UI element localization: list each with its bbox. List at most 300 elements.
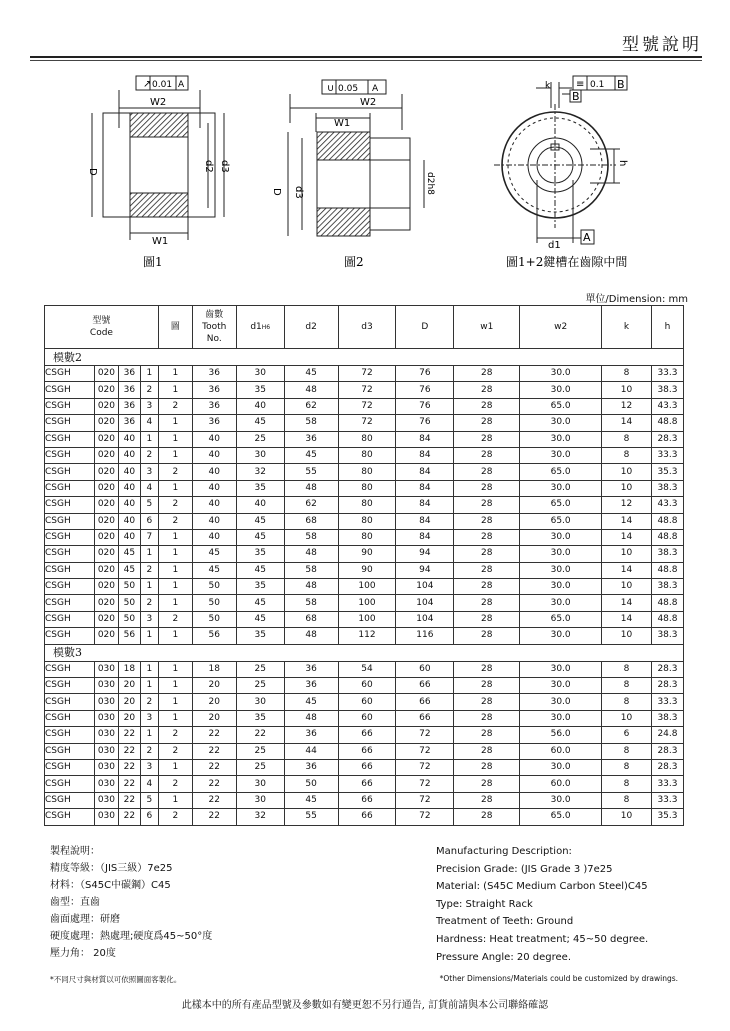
fig3-caption: 圖1+2鍵槽在齒隙中間 <box>506 255 628 269</box>
table-cell: 40 <box>118 431 140 447</box>
mfg-en-line: Treatment of Teeth: Ground <box>436 916 574 928</box>
table-cell: 1 <box>140 661 158 677</box>
table-cell: 20 <box>118 694 140 710</box>
table-cell: 50 <box>118 611 140 627</box>
table-cell: 14 <box>602 611 652 627</box>
table-cell: 2 <box>158 398 192 414</box>
table-cell: 33.3 <box>651 366 683 382</box>
table-cell: 2 <box>140 562 158 578</box>
table-cell: 45 <box>236 415 284 431</box>
mfg-zh-line: 壓力角： 20度 <box>50 948 116 959</box>
table-cell: 48 <box>284 579 338 595</box>
table-cell: 1 <box>158 759 192 775</box>
header-teeth: 齒數 Tooth No. <box>192 306 236 349</box>
fig2-d2h8: d2h8 <box>425 172 435 195</box>
table-cell: 100 <box>338 611 396 627</box>
footnote-zh: *不同尺寸與材質以可依照圖面客製化。 <box>50 975 182 984</box>
table-cell: 68 <box>284 611 338 627</box>
table-cell: 28 <box>454 759 520 775</box>
table-cell: 30.0 <box>520 579 602 595</box>
header-h: h <box>651 306 683 349</box>
table-cell: 30.0 <box>520 678 602 694</box>
table-row <box>45 694 684 710</box>
table-cell: 60.0 <box>520 776 602 792</box>
table-cell: 3 <box>140 611 158 627</box>
table-cell: 56 <box>118 628 140 644</box>
table-cell: 35 <box>236 546 284 562</box>
fig3-tol-value: 0.1 <box>590 80 605 90</box>
table-cell: 28 <box>454 809 520 825</box>
table-cell: 12 <box>602 497 652 513</box>
table-cell: CSGH <box>45 727 95 743</box>
fig2-w2: W2 <box>360 97 377 108</box>
table-cell: 30.0 <box>520 710 602 726</box>
bottom-notice: 此樣本中的所有產品型號及參數如有變更恕不另行通告, 訂貨前請與本公司聯絡確認 <box>181 1000 549 1011</box>
table-cell: 030 <box>94 809 118 825</box>
table-cell: CSGH <box>45 595 95 611</box>
table-cell: 94 <box>396 546 454 562</box>
table-cell: 50 <box>284 776 338 792</box>
table-cell: 020 <box>94 513 118 529</box>
mfg-description-en <box>436 843 648 966</box>
table-cell: 35.3 <box>651 464 683 480</box>
table-cell: 66 <box>338 792 396 808</box>
table-cell: CSGH <box>45 447 95 463</box>
fig3-h: h <box>617 160 628 167</box>
table-cell: 28.3 <box>651 431 683 447</box>
table-cell: 30 <box>236 694 284 710</box>
table-row <box>45 628 684 644</box>
table-cell: 5 <box>140 792 158 808</box>
table-cell: 28 <box>454 562 520 578</box>
table-cell: 6 <box>140 809 158 825</box>
table-row <box>45 513 684 529</box>
table-cell: 30.0 <box>520 529 602 545</box>
table-cell: 84 <box>396 480 454 496</box>
header-d3: d3 <box>338 306 396 349</box>
table-cell: 90 <box>338 562 396 578</box>
table-cell: 90 <box>338 546 396 562</box>
table-row <box>45 792 684 808</box>
table-cell: 8 <box>602 759 652 775</box>
table-cell: 28 <box>454 661 520 677</box>
table-cell: 65.0 <box>520 497 602 513</box>
table-cell: 22 <box>118 759 140 775</box>
table-row <box>45 398 684 414</box>
table-cell: 28 <box>454 595 520 611</box>
table-cell: 2 <box>140 382 158 398</box>
table-cell: 2 <box>158 809 192 825</box>
table-cell: 84 <box>396 513 454 529</box>
table-cell: 66 <box>396 678 454 694</box>
table-cell: CSGH <box>45 611 95 627</box>
table-cell: 28 <box>454 398 520 414</box>
table-cell: 28 <box>454 776 520 792</box>
table-cell: 72 <box>396 776 454 792</box>
table-cell: 36 <box>192 382 236 398</box>
table-row <box>45 809 684 825</box>
table-cell: 22 <box>192 809 236 825</box>
mfg-en-line: Type: Straight Rack <box>436 898 533 910</box>
table-cell: 45 <box>236 611 284 627</box>
table-cell: 72 <box>396 743 454 759</box>
table-cell: 020 <box>94 579 118 595</box>
header-figure: 圖 <box>158 306 192 349</box>
table-cell: CSGH <box>45 366 95 382</box>
table-cell: CSGH <box>45 743 95 759</box>
table-cell: 1 <box>140 366 158 382</box>
table-cell: 1 <box>158 710 192 726</box>
table-cell: 18 <box>118 661 140 677</box>
table-cell: 2 <box>140 694 158 710</box>
table-cell: 14 <box>602 415 652 431</box>
table-cell: CSGH <box>45 480 95 496</box>
table-cell: 030 <box>94 743 118 759</box>
table-cell: 35.3 <box>651 809 683 825</box>
table-cell: 48 <box>284 628 338 644</box>
table-cell: 020 <box>94 562 118 578</box>
header-w1: w1 <box>454 306 520 349</box>
table-cell: 104 <box>396 595 454 611</box>
table-cell: 8 <box>602 661 652 677</box>
table-cell: 20 <box>192 694 236 710</box>
table-cell: 60 <box>338 678 396 694</box>
table-cell: 60 <box>396 661 454 677</box>
table-cell: 020 <box>94 529 118 545</box>
mfg-en-line: Precision Grade: (JIS Grade 3 )7e25 <box>436 863 613 875</box>
table-cell: 22 <box>118 727 140 743</box>
table-cell: 40 <box>192 497 236 513</box>
table-cell: 72 <box>338 382 396 398</box>
table-cell: 2 <box>140 447 158 463</box>
table-cell: 020 <box>94 398 118 414</box>
table-cell: 5 <box>140 497 158 513</box>
table-cell: CSGH <box>45 678 95 694</box>
table-header-row <box>45 306 684 349</box>
table-cell: 1 <box>158 628 192 644</box>
table-cell: 48.8 <box>651 562 683 578</box>
fig2-d3: d3 <box>293 186 304 199</box>
fig3-tol-ref: B <box>617 78 625 91</box>
table-cell: 65.0 <box>520 398 602 414</box>
table-cell: 48.8 <box>651 529 683 545</box>
table-cell: 45 <box>118 546 140 562</box>
table-cell: 80 <box>338 513 396 529</box>
table-cell: 50 <box>192 579 236 595</box>
table-cell: 45 <box>192 562 236 578</box>
table-cell: 35 <box>236 710 284 726</box>
table-cell: 80 <box>338 497 396 513</box>
table-row <box>45 743 684 759</box>
table-cell: 30 <box>236 366 284 382</box>
table-cell: 65.0 <box>520 464 602 480</box>
table-cell: 66 <box>338 759 396 775</box>
table-cell: 116 <box>396 628 454 644</box>
table-cell: 80 <box>338 480 396 496</box>
table-cell: 48 <box>284 710 338 726</box>
table-cell: 8 <box>602 366 652 382</box>
table-cell: 28 <box>454 579 520 595</box>
table-cell: 1 <box>158 661 192 677</box>
table-cell: 66 <box>396 710 454 726</box>
table-cell: 40 <box>118 497 140 513</box>
table-cell: 66 <box>338 743 396 759</box>
table-cell: 50 <box>192 595 236 611</box>
table-cell: 28.3 <box>651 678 683 694</box>
table-cell: 22 <box>192 776 236 792</box>
table-cell: 030 <box>94 776 118 792</box>
table-cell: 45 <box>284 447 338 463</box>
table-cell: 45 <box>284 366 338 382</box>
table-row <box>45 415 684 431</box>
fig2-w1: W1 <box>334 118 351 129</box>
fig1-tol-symbol: ↗ <box>143 79 152 90</box>
table-cell: 94 <box>396 562 454 578</box>
table-cell: CSGH <box>45 661 95 677</box>
table-cell: 2 <box>158 611 192 627</box>
table-row <box>45 611 684 627</box>
table-cell: 28.3 <box>651 743 683 759</box>
table-cell: 28 <box>454 792 520 808</box>
table-cell: 8 <box>602 447 652 463</box>
table-cell: 8 <box>602 743 652 759</box>
table-cell: 62 <box>284 497 338 513</box>
table-cell: 84 <box>396 497 454 513</box>
table-row <box>45 382 684 398</box>
table-cell: 68 <box>284 513 338 529</box>
table-cell: CSGH <box>45 431 95 447</box>
fig3-datum-b: B <box>572 90 580 103</box>
table-cell: 45 <box>284 694 338 710</box>
table-cell: 28 <box>454 628 520 644</box>
table-row <box>45 497 684 513</box>
table-cell: 25 <box>236 431 284 447</box>
table-cell: 58 <box>284 529 338 545</box>
table-cell: 28 <box>454 694 520 710</box>
table-cell: 36 <box>118 382 140 398</box>
header-rule <box>30 56 702 58</box>
table-cell: 2 <box>158 497 192 513</box>
table-cell: 22 <box>192 727 236 743</box>
table-cell: 80 <box>338 464 396 480</box>
table-cell: 22 <box>118 792 140 808</box>
table-cell: 8 <box>602 776 652 792</box>
table-cell: 1 <box>140 628 158 644</box>
table-cell: CSGH <box>45 710 95 726</box>
table-cell: 020 <box>94 366 118 382</box>
table-cell: 4 <box>140 480 158 496</box>
table-cell: 65.0 <box>520 809 602 825</box>
table-row <box>45 776 684 792</box>
table-cell: 28 <box>454 415 520 431</box>
table-cell: CSGH <box>45 694 95 710</box>
fig3-d1: d1 <box>548 240 561 251</box>
table-cell: 1 <box>140 431 158 447</box>
technical-drawings <box>30 68 702 280</box>
table-cell: 10 <box>602 579 652 595</box>
table-cell: 100 <box>338 579 396 595</box>
table-cell: 40 <box>192 431 236 447</box>
table-cell: CSGH <box>45 513 95 529</box>
table-cell: 30 <box>236 776 284 792</box>
table-cell: 28 <box>454 464 520 480</box>
fig1-tol-ref: A <box>178 80 185 90</box>
table-cell: 66 <box>338 809 396 825</box>
fig3-k: k <box>545 81 551 91</box>
table-cell: 45 <box>236 562 284 578</box>
table-cell: 12 <box>602 398 652 414</box>
table-cell: 40 <box>192 464 236 480</box>
table-cell: 1 <box>158 431 192 447</box>
table-cell: 25 <box>236 678 284 694</box>
table-cell: 45 <box>236 529 284 545</box>
table-cell: 20 <box>192 710 236 726</box>
table-cell: CSGH <box>45 415 95 431</box>
table-cell: 40 <box>236 398 284 414</box>
mfg-en-line: Manufacturing Description: <box>436 846 572 857</box>
table-cell: 80 <box>338 447 396 463</box>
table-cell: 3 <box>140 464 158 480</box>
table-row <box>45 678 684 694</box>
table-cell: 104 <box>396 611 454 627</box>
page-title: 型號說明 <box>622 35 702 55</box>
figure-2 <box>288 80 424 236</box>
table-cell: 30.0 <box>520 480 602 496</box>
table-cell: 28 <box>454 480 520 496</box>
table-cell: 65.0 <box>520 611 602 627</box>
table-cell: 14 <box>602 513 652 529</box>
table-row <box>45 529 684 545</box>
table-cell: 50 <box>118 595 140 611</box>
fig1-tol-value: 0.01 <box>152 80 173 90</box>
table-cell: 35 <box>236 480 284 496</box>
table-row <box>45 431 684 447</box>
mfg-zh-line: 硬度處理：熱處理;硬度爲45~50°度 <box>50 931 213 942</box>
table-cell: 36 <box>284 727 338 743</box>
table-row <box>45 366 684 382</box>
table-cell: 56.0 <box>520 727 602 743</box>
table-cell: 25 <box>236 759 284 775</box>
table-row <box>45 759 684 775</box>
mfg-en-line: Pressure Angle: 20 degree. <box>436 951 572 963</box>
table-cell: 66 <box>338 776 396 792</box>
fig1-d3: d3 <box>219 160 230 173</box>
table-body <box>45 349 684 826</box>
table-cell: 40 <box>118 447 140 463</box>
table-cell: 020 <box>94 382 118 398</box>
table-cell: 43.3 <box>651 497 683 513</box>
table-cell: 36 <box>118 415 140 431</box>
table-cell: 30.0 <box>520 628 602 644</box>
table-cell: CSGH <box>45 776 95 792</box>
table-cell: 38.3 <box>651 628 683 644</box>
group-label: 模數2 <box>45 349 684 366</box>
table-cell: 100 <box>338 595 396 611</box>
table-cell: 33.3 <box>651 694 683 710</box>
table-cell: 10 <box>602 710 652 726</box>
table-row <box>45 480 684 496</box>
table-cell: 30.0 <box>520 366 602 382</box>
table-row <box>45 464 684 480</box>
table-cell: 84 <box>396 529 454 545</box>
table-cell: 20 <box>192 678 236 694</box>
table-cell: 14 <box>602 562 652 578</box>
table-row <box>45 579 684 595</box>
table-cell: 84 <box>396 431 454 447</box>
table-cell: 4 <box>140 415 158 431</box>
table-cell: 020 <box>94 611 118 627</box>
table-cell: 1 <box>158 678 192 694</box>
table-cell: 28 <box>454 447 520 463</box>
table-cell: 030 <box>94 661 118 677</box>
table-cell: 36 <box>192 366 236 382</box>
table-cell: CSGH <box>45 529 95 545</box>
table-cell: 76 <box>396 398 454 414</box>
table-cell: CSGH <box>45 562 95 578</box>
table-cell: 28.3 <box>651 759 683 775</box>
table-cell: 60 <box>338 710 396 726</box>
table-cell: CSGH <box>45 398 95 414</box>
table-cell: 20 <box>118 678 140 694</box>
table-cell: 40 <box>192 513 236 529</box>
table-cell: 28 <box>454 727 520 743</box>
table-cell: 2 <box>140 743 158 759</box>
table-cell: 48.8 <box>651 513 683 529</box>
table-cell: 40 <box>236 497 284 513</box>
table-cell: 43.3 <box>651 398 683 414</box>
table-cell: 72 <box>338 398 396 414</box>
group-row <box>45 349 684 366</box>
fig1-d: D <box>87 168 98 176</box>
table-cell: 54 <box>338 661 396 677</box>
table-cell: 18 <box>192 661 236 677</box>
table-cell: 1 <box>140 727 158 743</box>
table-cell: 1 <box>158 480 192 496</box>
table-cell: 020 <box>94 415 118 431</box>
table-cell: 30.0 <box>520 447 602 463</box>
fig2-d: D <box>271 188 282 196</box>
table-cell: 25 <box>236 743 284 759</box>
spec-table <box>44 305 684 826</box>
table-cell: 30.0 <box>520 595 602 611</box>
table-cell: 48 <box>284 546 338 562</box>
table-cell: 2 <box>158 776 192 792</box>
table-cell: 30.0 <box>520 759 602 775</box>
table-cell: 35 <box>236 628 284 644</box>
table-cell: 24.8 <box>651 727 683 743</box>
table-cell: 58 <box>284 415 338 431</box>
table-cell: CSGH <box>45 497 95 513</box>
footnote-en: *Other Dimensions/Materials could be customized by drawings. <box>439 974 678 983</box>
table-cell: 030 <box>94 759 118 775</box>
table-cell: 44 <box>284 743 338 759</box>
table-cell: 14 <box>602 595 652 611</box>
table-cell: 8 <box>602 678 652 694</box>
table-cell: 10 <box>602 464 652 480</box>
table-cell: 45 <box>236 595 284 611</box>
table-cell: 22 <box>192 759 236 775</box>
mfg-en-line: Hardness: Heat treatment; 45~50 degree. <box>436 933 649 945</box>
table-cell: 28 <box>454 743 520 759</box>
table-cell: 1 <box>140 678 158 694</box>
table-cell: 22 <box>192 743 236 759</box>
table-cell: 40 <box>118 513 140 529</box>
table-cell: 38.3 <box>651 480 683 496</box>
table-cell: 3 <box>140 759 158 775</box>
table-cell: 14 <box>602 529 652 545</box>
unit-label: 單位/Dimension: mm <box>585 294 688 305</box>
table-cell: 1 <box>158 366 192 382</box>
